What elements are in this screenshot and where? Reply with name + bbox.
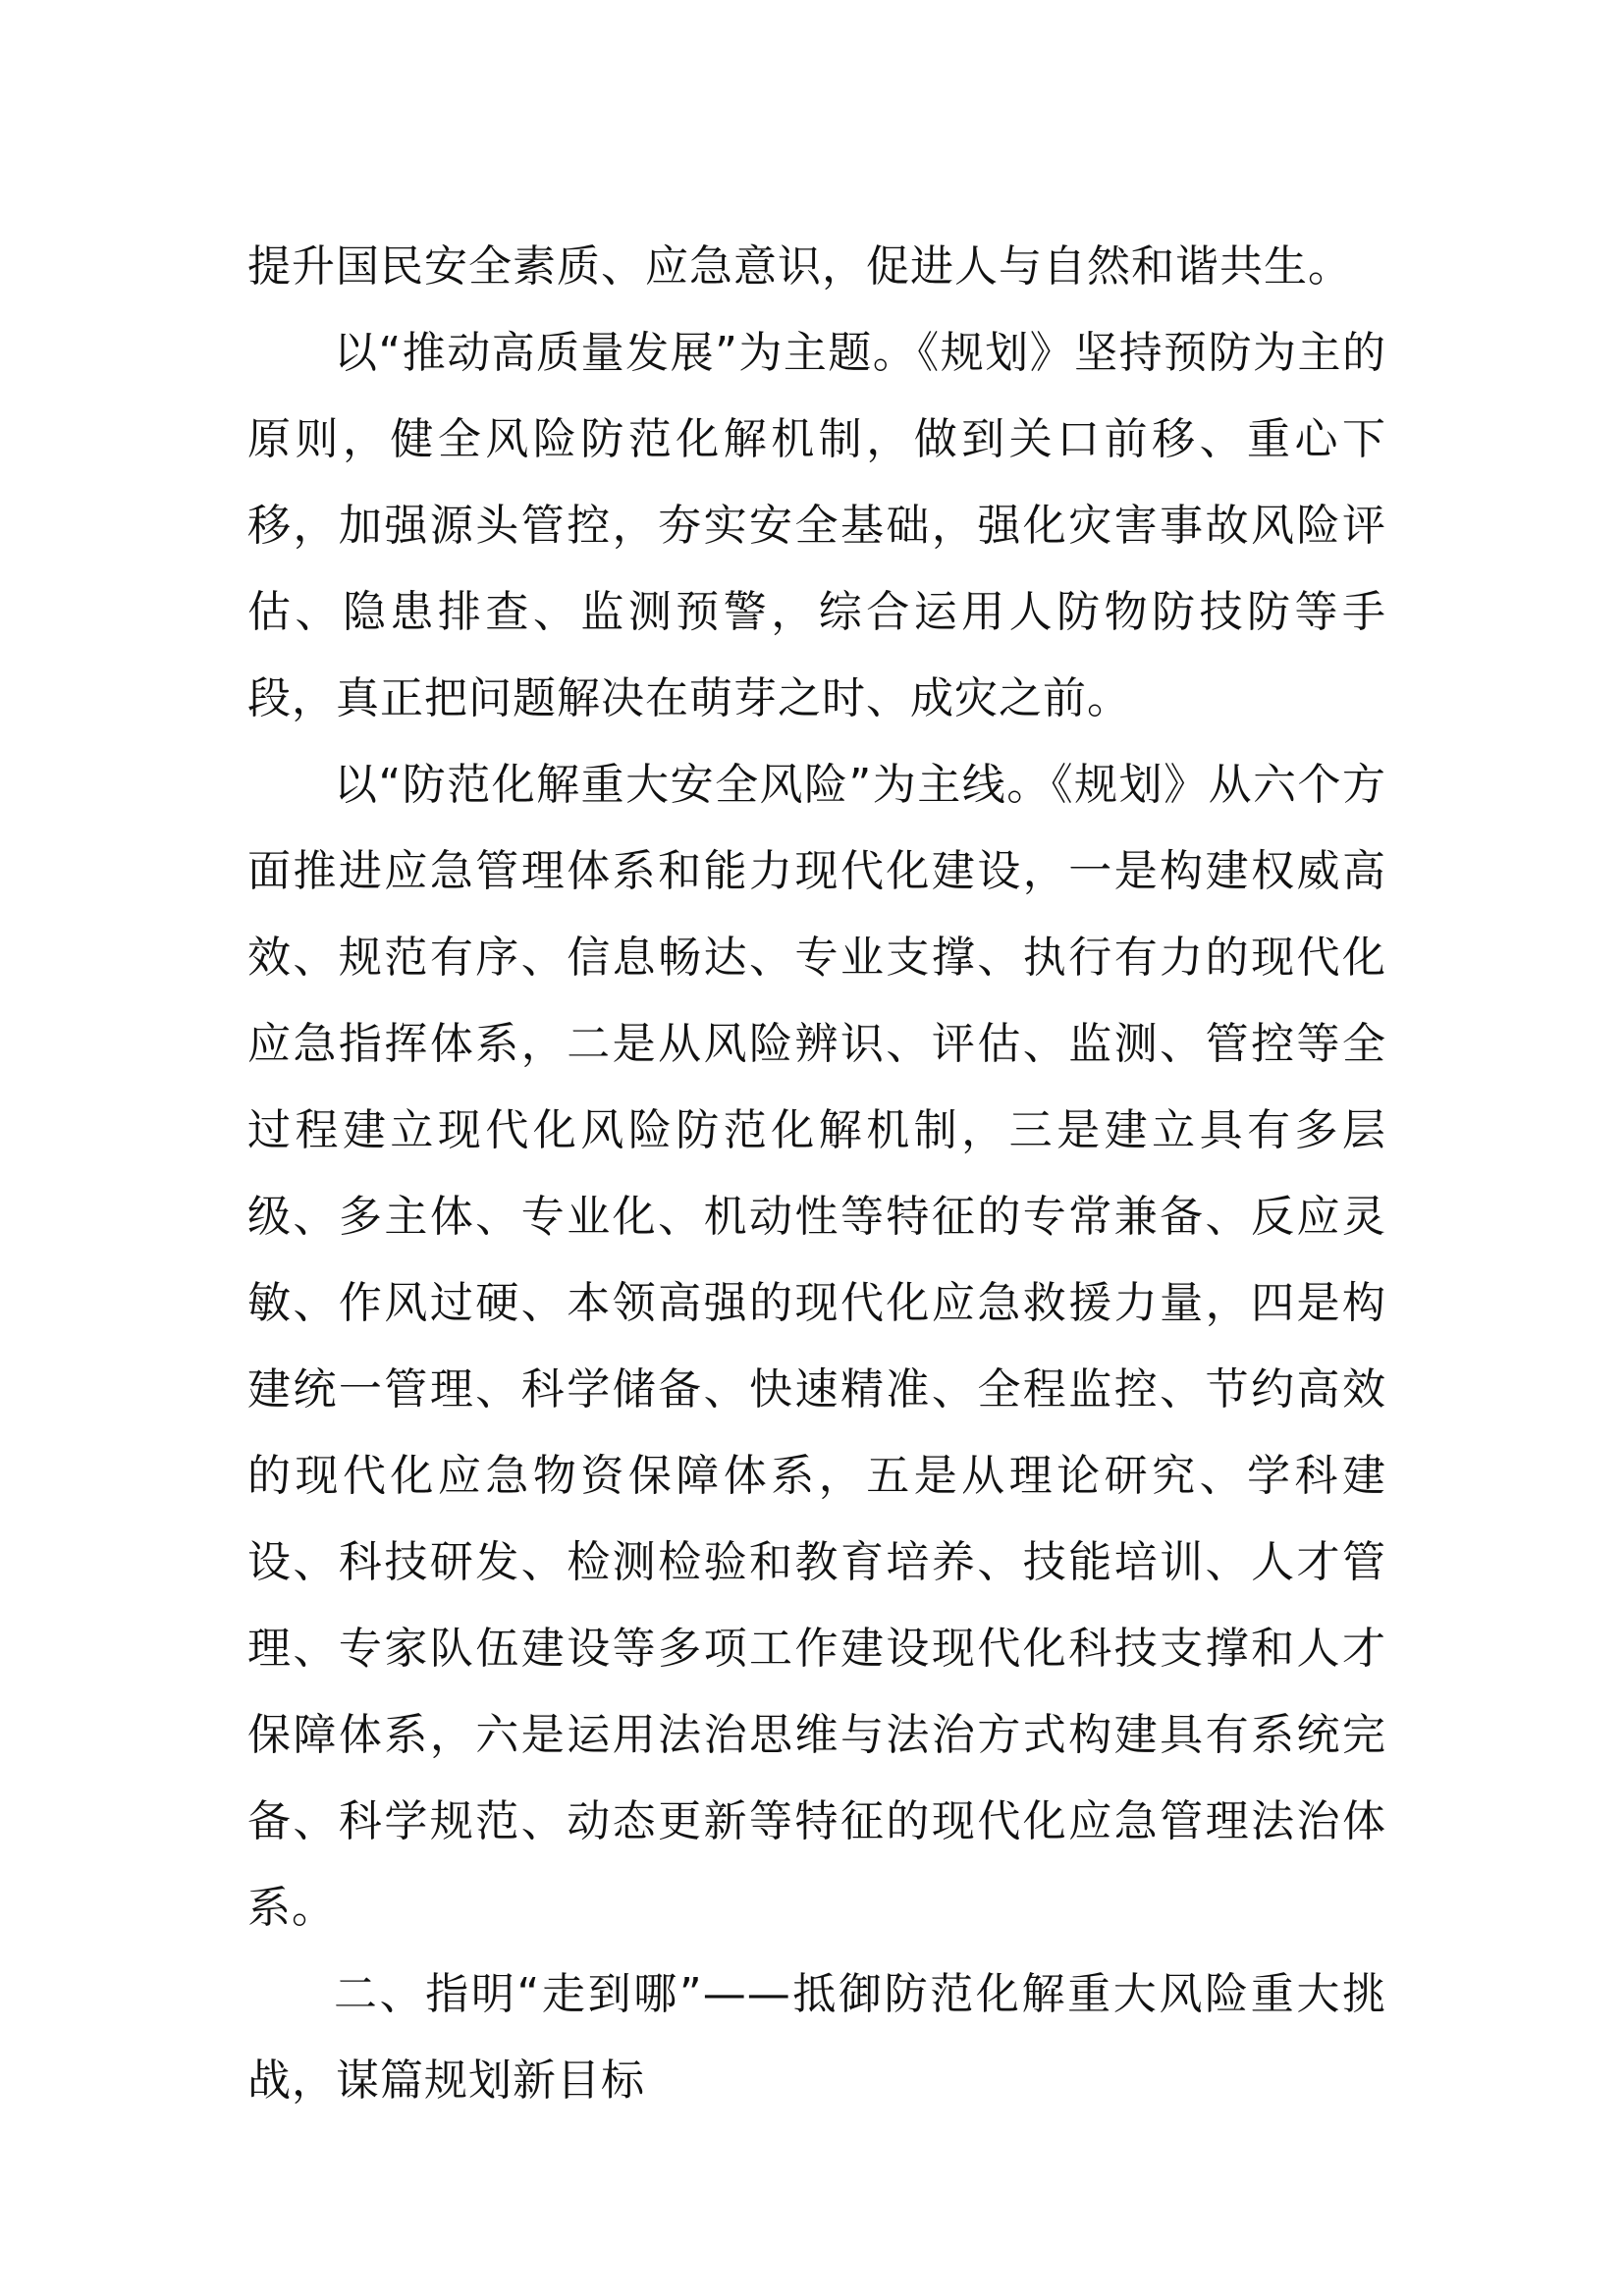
paragraph-major-risk-prevention: 以“防范化解重大安全风险”为主线。《规划》从六个方面推进应急管理体系和能力现代化建设，一是构建权威高效、规范有序、信息畅达、专业支撑、执行有力的现代化应急指挥体系，二是从风险辨识、评估、监测、管控等全过程建立现代化风险防范化解机制，三是建立具有多层级、多主体、专业化、机动性等特征的专常兼备、反应灵敏、作风过硬、本领高强的现代化应急救援力量，四是构建统一管理、科学储备、快速精准、全程监控、节约高效的现代化应急物资保障体系，五是从理论研究、学科建设、科技研发、检测检验和教育培养、技能培训、人才管理、专家队伍建设等多项工作建设现代化科技支撑和人才保障体系，六是运用法治思维与法治方式构建具有系统完备、科学规范、动态更新等特征的现代化应急管理法治体系。 bbox=[247, 760, 1386, 1933]
section-heading-two: 二、指明“走到哪”——抵御防范化解重大风险重大挑战，谋篇规划新目标 bbox=[247, 1969, 1386, 2106]
paragraph-high-quality-development: 以“推动高质量发展”为主题。《规划》坚持预防为主的原则，健全风险防范化解机制，做到关口前移、重心下移，加强源头管控，夯实安全基础，强化灾害事故风险评估、隐患排查、监测预警，综合运用人防物防技防等手段，真正把问题解决在萌芽之时、成灾之前。 bbox=[247, 328, 1386, 723]
paragraph-continuation: 提升国民安全素质、应急意识，促进人与自然和谐共生。 bbox=[247, 241, 1352, 292]
document-page bbox=[247, 224, 1386, 2124]
